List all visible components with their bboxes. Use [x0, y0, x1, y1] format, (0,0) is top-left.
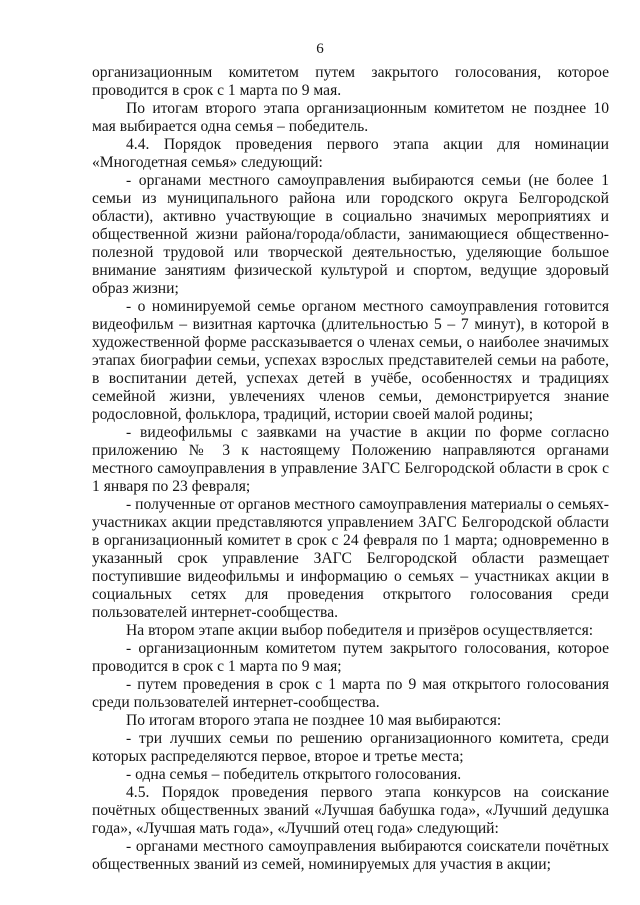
paragraph: - одна семья – победитель открытого голосования.	[126, 766, 462, 783]
paragraph: - видеофильмы с заявками на участие в акции по форме согласно приложению № 3 к настоящему Положению направляются органами местного самоуправления в управление ЗАГС Белгородской области в срок с 1 января по 23 февраля;	[92, 424, 609, 495]
document-body	[92, 64, 609, 874]
paragraph: - органами местного самоуправления выбираются соискатели почётных общественных званий из семей, номинируемых для участия в акции;	[92, 838, 609, 873]
paragraph: 4.4. Порядок проведения первого этапа акции для номинации «Многодетная семья» следующий:	[92, 136, 609, 171]
paragraph: На втором этапе акции выбор победителя и призёров осуществляется:	[126, 622, 594, 639]
paragraph: - путем проведения в срок с 1 марта по 9 мая открытого голосования среди пользователей интернет-сообщества.	[92, 676, 609, 711]
paragraph: организационным комитетом путем закрытого голосования, которое проводится в срок с 1 марта по 9 мая.	[92, 64, 609, 99]
page-number: 6	[316, 41, 324, 57]
paragraph: По итогам второго этапа организационным комитетом не позднее 10 мая выбирается одна семья – победитель.	[92, 100, 609, 135]
paragraph: - органами местного самоуправления выбираются семьи (не более 1 семьи из муниципального района или городского округа Белгородской области), активно участвующие в социально значимых мероприятиях и общественной жизни района/города/области, занимающиеся общественно-полезной трудовой или творческой деятельностью, уделяющие большое внимание занятиям физической культурой и спортом, ведущие здоровый образ жизни;	[92, 172, 609, 297]
paragraph: - полученные от органов местного самоуправления материалы о семьях-участниках акции представляются управлением ЗАГС Белгородской области в организационный комитет в срок с 24 февраля по 1 марта; одновременно в указанный срок управление ЗАГС Белгородской области размещает поступившие видеофильмы и информацию о семьях – участниках акции в социальных сетях для проведения открытого голосования среди пользователей интернет-сообщества.	[92, 496, 609, 621]
paragraph: По итогам второго этапа не позднее 10 мая выбираются:	[126, 712, 502, 729]
paragraph: - организационным комитетом путем закрытого голосования, которое проводится в срок с 1 марта по 9 мая;	[92, 640, 609, 675]
paragraph: - три лучших семьи по решению организационного комитета, среди которых распределяются первое, второе и третье места;	[92, 730, 609, 765]
paragraph: - о номинируемой семье органом местного самоуправления готовится видеофильм – визитная карточка (длительностью 5 – 7 минут), в которой в художественной форме рассказывается о членах семьи, о наиболее значимых этапах биографии семьи, успехах взрослых представителей семьи на работе, в воспитании детей, успехах детей в учёбе, особенностях и традициях семейной жизни, увлечениях членов семьи, демонстрируется знание родословной, фольклора, традиций, истории своей малой родины;	[92, 298, 609, 423]
paragraph: 4.5. Порядок проведения первого этапа конкурсов на соискание почётных общественных званий «Лучшая бабушка года», «Лучший дедушка года», «Лучшая мать года», «Лучший отец года» следующий:	[92, 784, 609, 837]
